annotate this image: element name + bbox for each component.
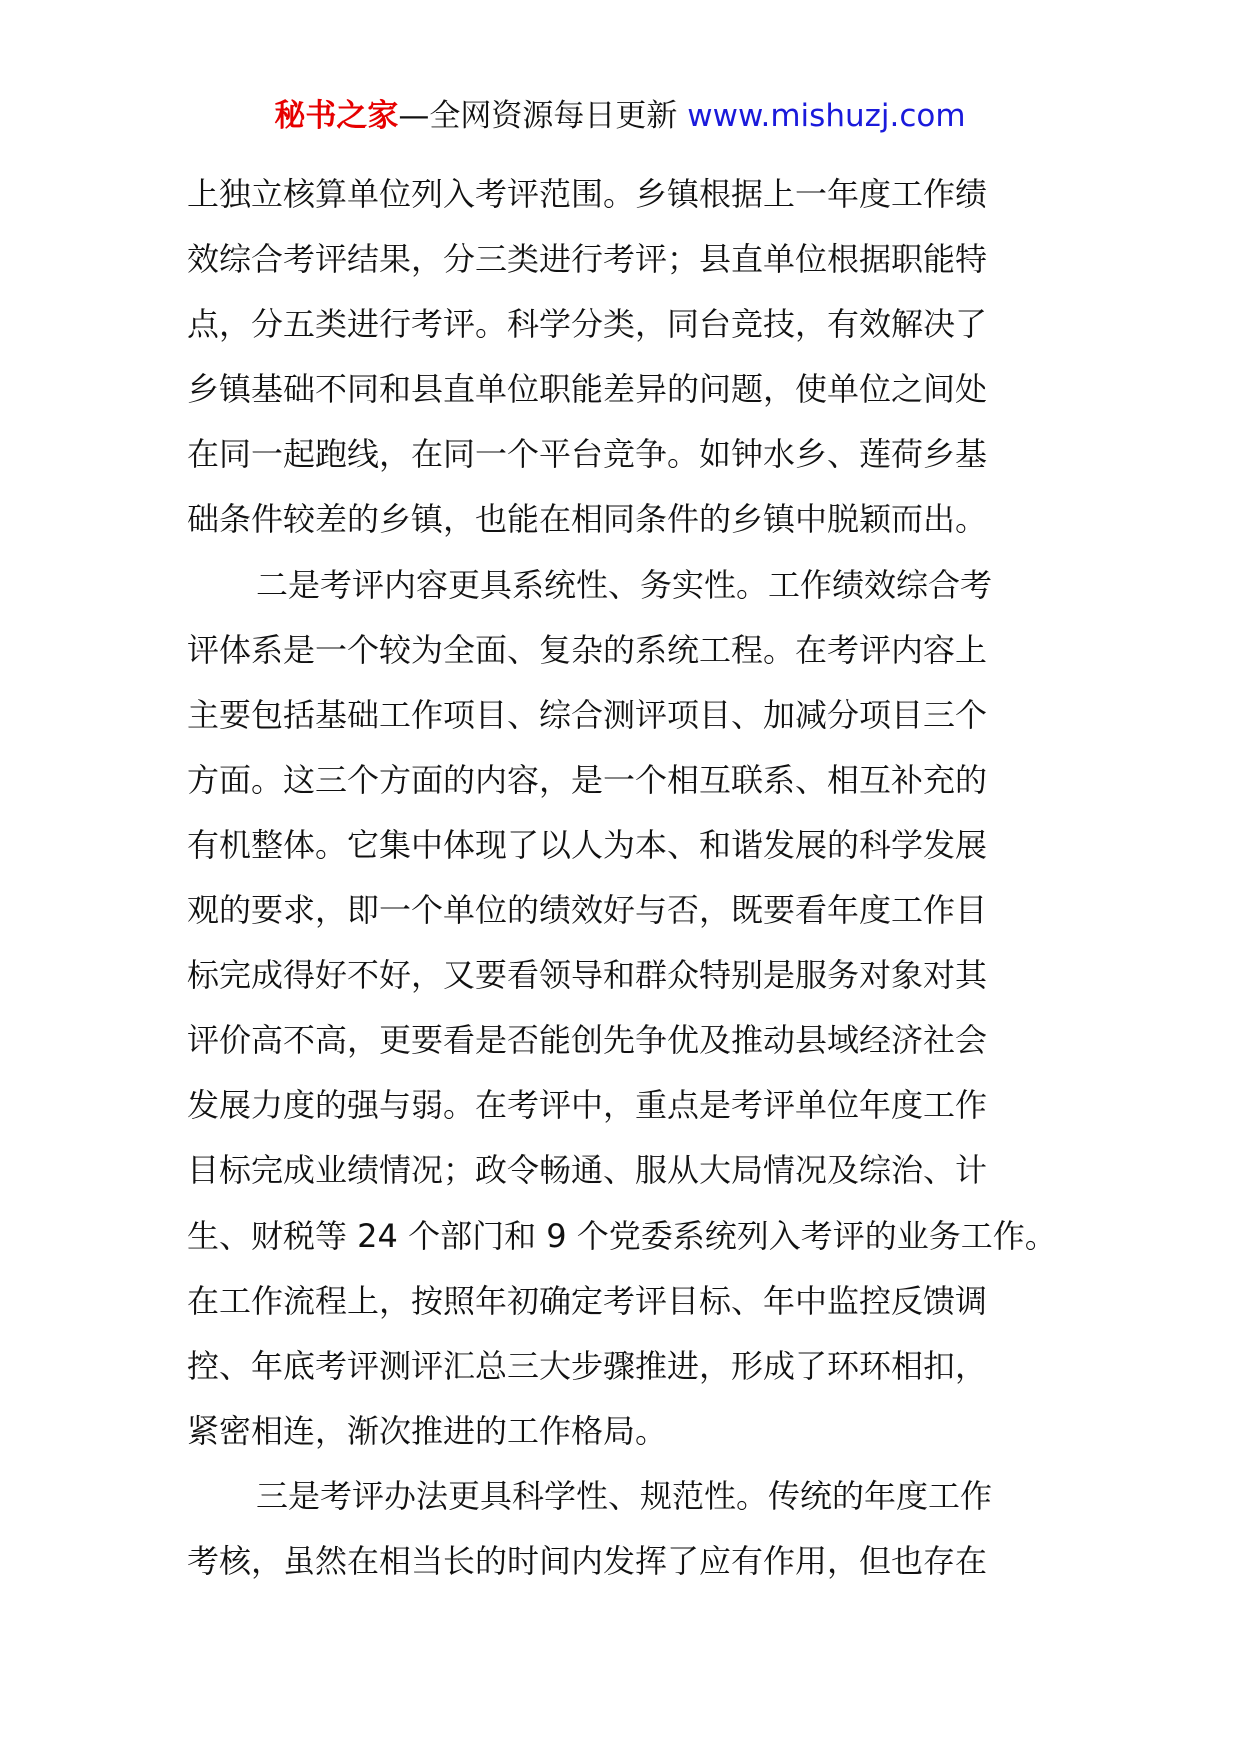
text-line: 效综合考评结果，分三类进行考评；县直单位根据职能特	[187, 240, 988, 279]
paragraph-start-line: 二是考评内容更具系统性、务实性。工作绩效综合考	[256, 565, 993, 604]
text-line: 观的要求，即一个单位的绩效好与否，既要看年度工作目	[187, 891, 988, 930]
page-header	[0, 96, 1240, 136]
text-line: 标完成得好不好，又要看领导和群众特别是服务对象对其	[187, 956, 988, 995]
text-line: 有机整体。它集中体现了以人为本、和谐发展的科学发展	[187, 825, 988, 864]
text-line: 在工作流程上，按照年初确定考评目标、年中监控反馈调	[187, 1281, 988, 1320]
text-line: 目标完成业绩情况；政令畅通、服从大局情况及综治、计	[187, 1151, 988, 1190]
website-link[interactable]: www.mishuzj.com	[687, 98, 966, 134]
header-slogan: —全网资源每日更新	[398, 98, 688, 134]
text-line: 发展力度的强与弱。在考评中，重点是考评单位年度工作	[187, 1086, 988, 1125]
text-line: 础条件较差的乡镇，也能在相同条件的乡镇中脱颖而出。	[187, 500, 988, 539]
text-line: 方面。这三个方面的内容，是一个相互联系、相互补充的	[187, 760, 988, 799]
document-body	[187, 162, 1067, 1594]
text-line: 紧密相连，渐次推进的工作格局。	[187, 1411, 668, 1450]
text-line: 上独立核算单位列入考评范围。乡镇根据上一年度工作绩	[187, 175, 988, 213]
brand-name: 秘书之家	[274, 98, 399, 134]
paragraph-start-line: 三是考评办法更具科学性、规范性。传统的年度工作	[256, 1476, 993, 1515]
text-line: 乡镇基础不同和县直单位职能差异的问题，使单位之间处	[187, 370, 988, 409]
text-line: 评价高不高，更要看是否能创先争优及推动县域经济社会	[187, 1021, 988, 1060]
text-line: 考核，虽然在相当长的时间内发挥了应有作用，但也存在	[187, 1541, 988, 1580]
text-line: 在同一起跑线，在同一个平台竞争。如钟水乡、莲荷乡基	[187, 435, 988, 474]
text-line: 评体系是一个较为全面、复杂的系统工程。在考评内容上	[187, 630, 988, 669]
text-line: 点，分五类进行考评。科学分类，同台竞技，有效解决了	[187, 305, 988, 344]
text-line: 控、年底考评测评汇总三大步骤推进，形成了环环相扣，	[187, 1346, 988, 1385]
text-line: 主要包括基础工作项目、综合测评项目、加减分项目三个	[187, 695, 988, 734]
text-line: 生、财税等 24 个部门和 9 个党委系统列入考评的业务工作。	[187, 1216, 1057, 1255]
